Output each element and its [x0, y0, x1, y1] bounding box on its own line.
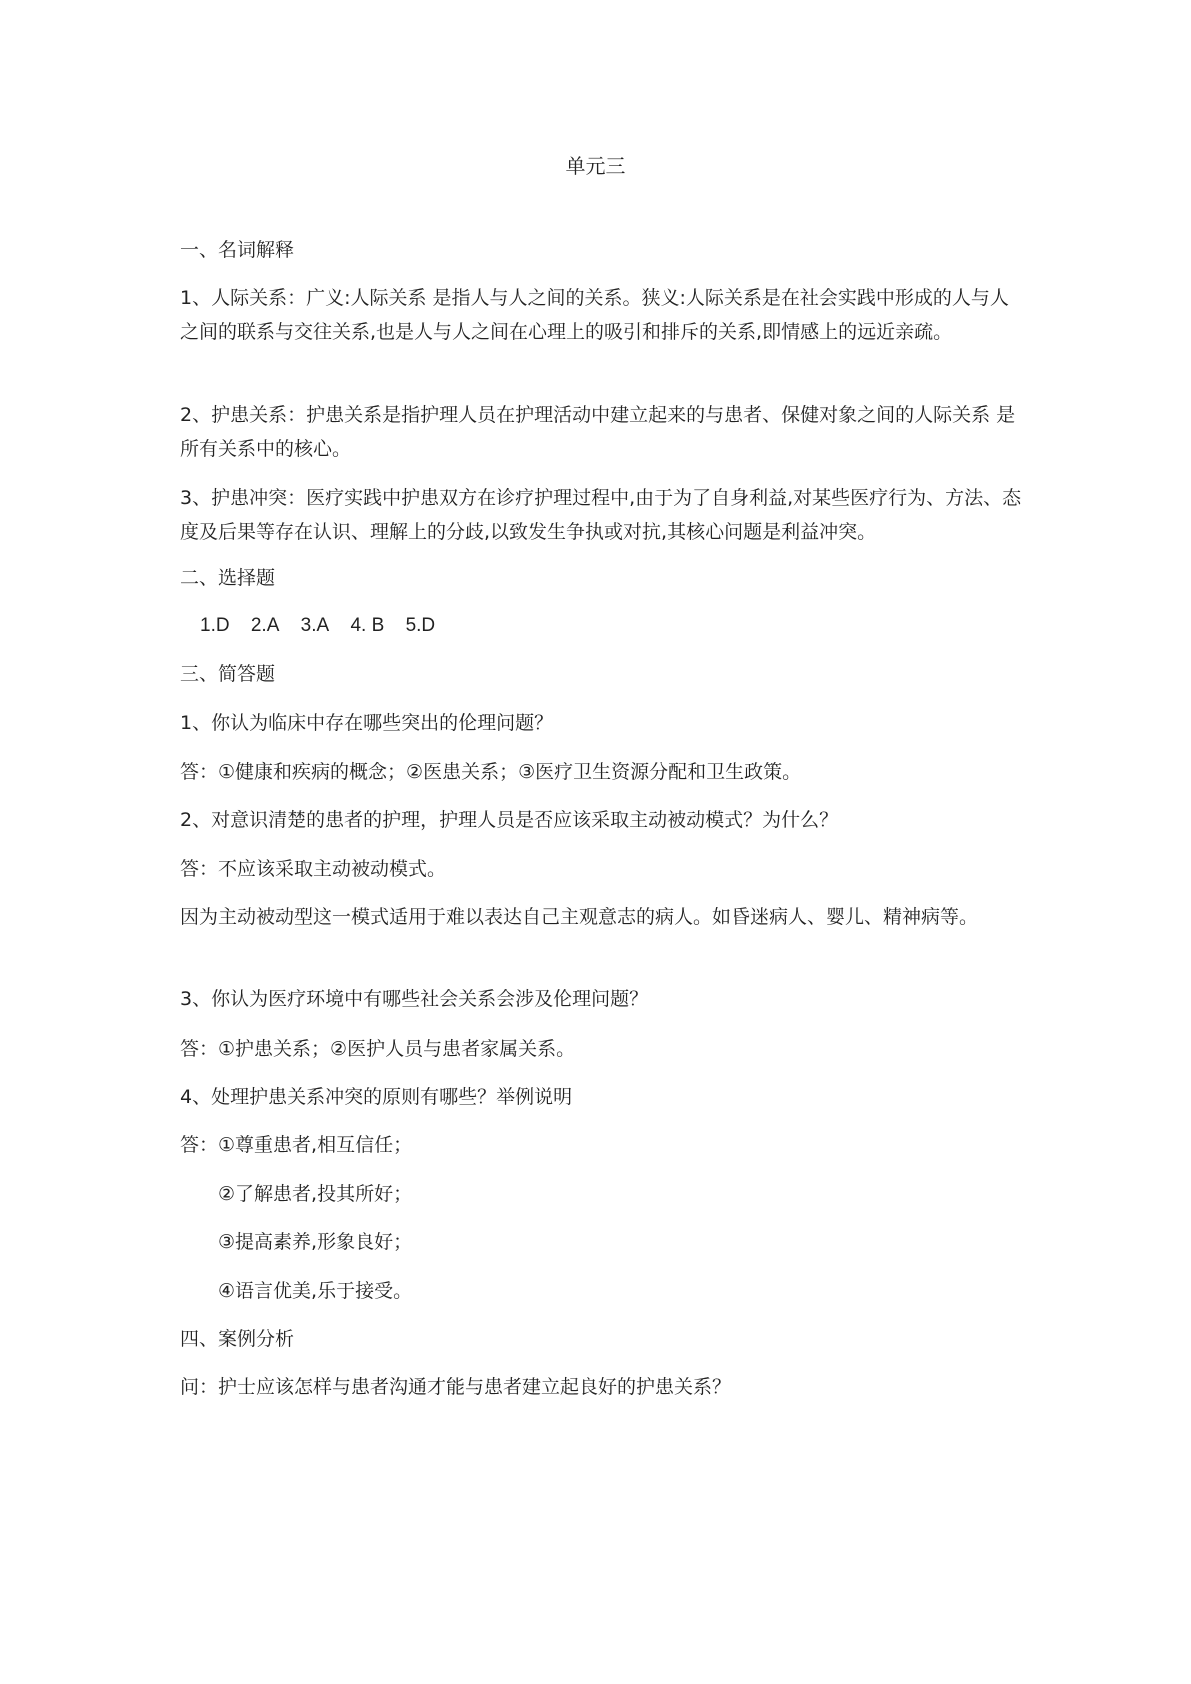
- section-heading-4: 四、案例分析: [180, 1328, 295, 1350]
- definition-nurse-patient: 2、护患关系：护患关系是指护理人员在护理活动中建立起来的与患者、保健对象之间的人际关系 是所有关系中的核心。: [180, 404, 1016, 460]
- mcq-answers: [200, 609, 1045, 643]
- answer-3: 答：①护患关系；②医护人员与患者家属关系。: [180, 1038, 576, 1060]
- question-2: 2、对意识清楚的患者的护理，护理人员是否应该采取主动被动模式？为什么？: [180, 809, 839, 831]
- definition-conflict: 3、护患冲突：医疗实践中护患双方在诊疗护理过程中,由于为了自身利益,对某些医疗行为、方法、态度及后果等存在认识、理解上的分歧,以致发生争执或对抗,其核心问题是利益冲突。: [180, 487, 1022, 543]
- mcq-answer: 1.D: [200, 615, 230, 636]
- answer-1: 答：①健康和疾病的概念；②医患关系；③医疗卫生资源分配和卫生政策。: [180, 761, 802, 783]
- section-heading-3: 三、简答题: [180, 663, 276, 685]
- answer-2-explanation: 因为主动被动型这一模式适用于难以表达自己主观意志的病人。如昏迷病人、婴儿、精神病等。: [180, 906, 979, 928]
- mcq-answer: 5.D: [405, 615, 436, 636]
- mcq-answer: 3.A: [300, 615, 330, 636]
- definition-interpersonal: 1、人际关系：广义:人际关系 是指人与人之间的关系。狭义:人际关系是在社会实践中形成的人与人之间的联系与交往关系,也是人与人之间在心理上的吸引和排斥的关系,即情感上的远近亲疏。: [180, 287, 1009, 343]
- answer-4-line-4: ④语言优美,乐于接受。: [218, 1280, 413, 1302]
- case-question: 问：护士应该怎样与患者沟通才能与患者建立起良好的护患关系？: [180, 1376, 732, 1398]
- section-heading-2: 二、选择题: [180, 567, 276, 589]
- answer-4-line-1: 答：①尊重患者,相互信任；: [180, 1134, 413, 1156]
- page-title: 单元三: [565, 154, 626, 178]
- question-4: 4、处理护患关系冲突的原则有哪些？举例说明: [180, 1086, 573, 1108]
- question-3: 3、你认为医疗环境中有哪些社会关系会涉及伦理问题？: [180, 988, 649, 1010]
- section-heading-1: 一、名词解释: [180, 239, 295, 261]
- question-1: 1、你认为临床中存在哪些突出的伦理问题？: [180, 712, 554, 734]
- answer-4-line-2: ②了解患者,投其所好；: [218, 1183, 413, 1205]
- answer-2: 答：不应该采取主动被动模式。: [180, 858, 447, 880]
- mcq-answer: 4. B: [350, 615, 385, 636]
- mcq-answer: 2.A: [250, 615, 280, 636]
- answer-4-line-3: ③提高素养,形象良好；: [218, 1231, 413, 1253]
